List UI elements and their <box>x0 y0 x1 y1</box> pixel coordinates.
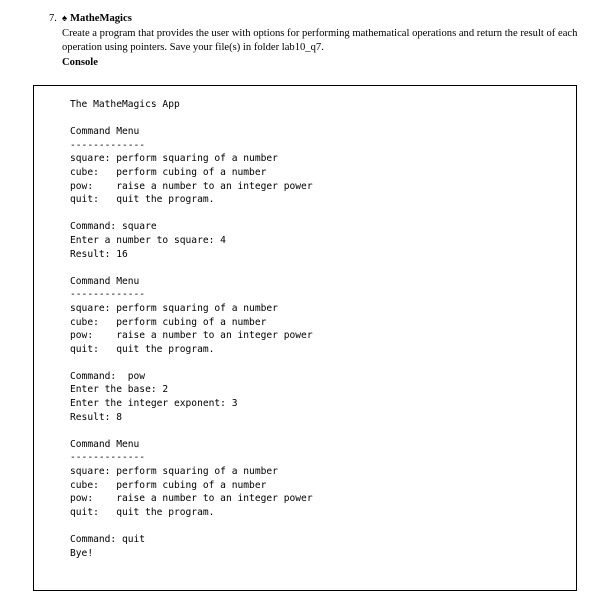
console-line: cube: perform cubing of a number <box>70 166 267 178</box>
console-line: Enter the integer exponent: 3 <box>70 398 238 410</box>
console-line: quit: quit the program. <box>70 506 215 518</box>
console-line: Enter a number to square: 4 <box>70 234 226 246</box>
console-line: Command Menu <box>70 126 140 138</box>
problem-description: Create a program that provides the user with options for performing mathematical operations and return the result of each operation using pointers. Save your file(s) in folder lab10_q7. <box>62 28 578 53</box>
console-line: Command Menu <box>70 438 140 450</box>
console-line: cube: perform cubing of a number <box>70 316 267 328</box>
console-line: Command: pow <box>70 370 146 382</box>
console-line: pow: raise a number to an integer power <box>70 493 313 505</box>
console-line: Command: quit <box>70 534 146 545</box>
console-line <box>70 424 313 438</box>
console-line: ------------- <box>70 452 146 464</box>
console-line: Result: 8 <box>70 411 122 423</box>
console-line <box>70 261 313 275</box>
problem-number: 7. <box>49 13 57 24</box>
console-line: Command Menu <box>70 275 140 287</box>
console-line: ------------- <box>70 139 146 151</box>
console-line: square: perform squaring of a number <box>70 153 278 165</box>
console-line: quit: quit the program. <box>70 343 215 355</box>
spade-icon: ♠ <box>62 14 68 24</box>
console-label: Console <box>62 57 98 68</box>
problem-title: MatheMagics <box>70 13 132 24</box>
console-line: Result: 16 <box>70 248 128 260</box>
console-line <box>70 207 313 221</box>
console-line: cube: perform cubing of a number <box>70 479 267 491</box>
console-line: Command: square <box>70 221 157 233</box>
console-line: pow: raise a number to an integer power <box>70 180 313 192</box>
console-line <box>70 112 313 126</box>
console-line: square: perform squaring of a number <box>70 302 278 314</box>
console-line: The MatheMagics App <box>70 99 180 110</box>
console-line: ------------- <box>70 289 146 301</box>
console-line: square: perform squaring of a number <box>70 466 278 478</box>
console-output-box <box>33 85 577 591</box>
console-output <box>70 98 313 560</box>
console-line: Bye! <box>70 547 94 559</box>
console-line: pow: raise a number to an integer power <box>70 330 313 342</box>
console-line: quit: quit the program. <box>70 194 215 206</box>
console-line <box>70 519 313 533</box>
problem-heading <box>49 12 584 26</box>
console-line <box>70 356 313 370</box>
console-line: Enter the base: 2 <box>70 384 169 396</box>
problem-statement <box>49 12 584 54</box>
